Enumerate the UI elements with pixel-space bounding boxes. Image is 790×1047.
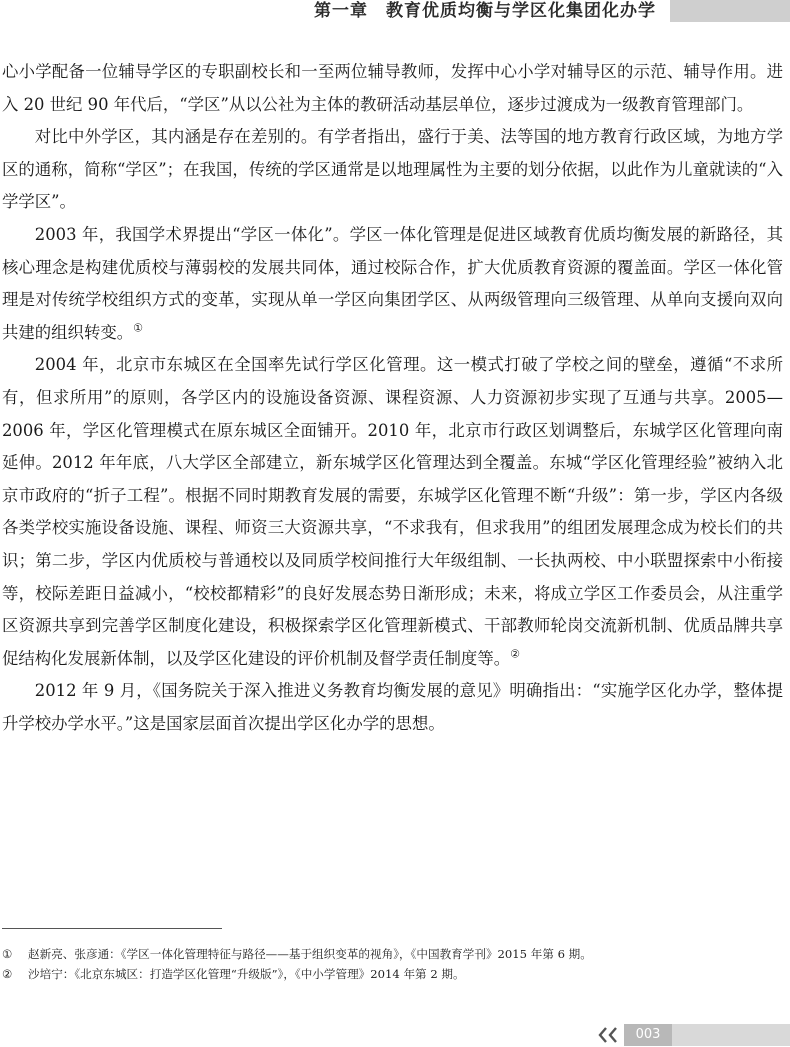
- footnote-mark: ②: [2, 967, 13, 981]
- paragraph-1: 心小学配备一位辅导学区的专职副校长和一至两位辅导教师，发挥中心小学对辅导区的示范、辅导作用。进入 20 世纪 90 年代后，“学区”从以公社为主体的教研活动基层单位，逐步过渡成为一级教育管理部门。: [2, 62, 783, 114]
- chevron-left-icon: [598, 1024, 608, 1046]
- paragraph-4: 2004 年，北京市东城区在全国率先试行学区化管理。这一模式打破了学校之间的壁垒，遵循“不求所有，但求所用”的原则，各学区内的设施设备资源、课程资源、人力资源初步实现了互通与共享。2005—2006 年，学区化管理模式在原东城区全面铺开。2010 年，北京市行政区划调整后，东城学区化管理向南延伸。2012 年年底，八大学区全部建立，新东城学区化管理达到全覆盖。东城“学区化管理经验”被纳入北京市政府的“折子工程”。根据不同时期教育发展的需要，东城学区化管理不断“升级”：第一步，学区内各级各类学校实施设备设施、课程、师资三大资源共享，“不求我有，但求我用”的组团发展理念成为校长们的共识；第二步，学区内优质校与普通校以及同质学校间推行大年级组制、一长执两校、中小联盟探索中小衔接等，校际差距日益减小，“校校都精彩”的良好发展态势日渐形成；未来，将成立学区工作委员会，从注重学区资源共享到完善学区制度化建设，积极探索学区化管理新模式、干部教师轮岗交流新机制、优质品牌共享促结构化发展新体制，以及学区化建设的评价机制及督学责任制度等。②: [2, 355, 783, 668]
- footnote-mark: ①: [2, 947, 13, 961]
- paragraph-5: 2012 年 9 月，《国务院关于深入推进义务教育均衡发展的意见》明确指出：“实施学区化办学，整体提升学校办学水平。”这是国家层面首次提出学区化办学的思想。: [2, 681, 783, 733]
- body-text: [0, 56, 790, 740]
- footnote-text: 赵新亮、张彦通：《学区一体化管理特征与路径——基于组织变革的视角》，《中国教育学刊》2015 年第 6 期。: [28, 947, 592, 961]
- footnotes: [2, 944, 782, 984]
- paragraph-3: 2003 年，我国学术界提出“学区一体化”。学区一体化管理是促进区域教育优质均衡发展的新路径，其核心理念是构建优质校与薄弱校的发展共同体，通过校际合作，扩大优质教育资源的覆盖面。学区一体化管理是对传统学校组织方式的变革，实现从单一学区向集团学区、从两级管理向三级管理、从单向支援向双向共建的组织转变。①: [2, 224, 783, 342]
- footnote-divider: [2, 928, 222, 929]
- footnote-ref-2[interactable]: ②: [510, 647, 520, 661]
- paragraph-2: 对比中外学区，其内涵是存在差别的。有学者指出，盛行于美、法等国的地方教育行政区域，为地方学区的通称，简称“学区”；在我国，传统的学区通常是以地理属性为主要的划分依据，以此作为儿童就读的“入学学区”。: [2, 127, 783, 212]
- chapter-title: 第一章 教育优质均衡与学区化集团化办学: [314, 1, 656, 21]
- footnote-ref-1[interactable]: ①: [133, 321, 143, 335]
- running-header: [0, 0, 790, 22]
- chevron-left-icon: [608, 1024, 618, 1046]
- footnote-2: [2, 964, 782, 984]
- header-accent-block: [670, 0, 790, 22]
- page-footer: [598, 1024, 790, 1046]
- footnote-1: [2, 944, 782, 964]
- footnote-text: 沙培宁：《北京东城区：打造学区化管理“升级版”》，《中小学管理》2014 年第 2 期。: [28, 967, 465, 981]
- page-number: 003: [624, 1024, 672, 1046]
- footer-accent-block: [672, 1024, 790, 1046]
